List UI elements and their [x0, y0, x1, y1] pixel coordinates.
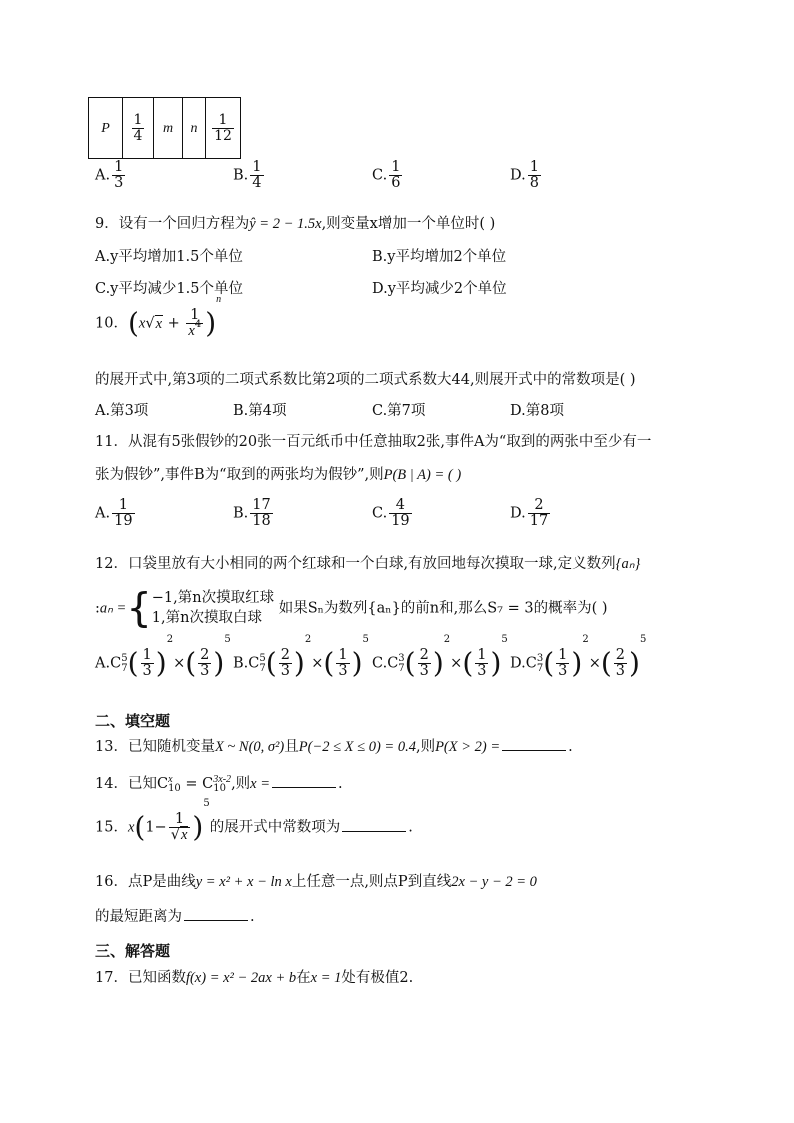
q12-opt-label: D.	[510, 655, 526, 672]
q11-option-a	[95, 498, 137, 529]
table-c1-num: 1	[133, 111, 143, 128]
q14-end: .	[338, 776, 343, 792]
q13-formula3: P(X > 2) =	[435, 739, 501, 755]
q10-x: x	[138, 315, 146, 332]
q11-c-den: 19	[391, 513, 410, 530]
q12-def-pre: :	[95, 600, 100, 617]
table-c3: n	[190, 120, 198, 136]
q14-eq: =	[185, 776, 198, 792]
q12-opt-rparen2: )	[490, 646, 502, 680]
q12-opt-c-sub: 7	[398, 662, 405, 674]
q12-opt-c: C	[525, 655, 537, 672]
q14-mid: ,则	[231, 776, 251, 792]
q15-post: 的展开式中常数项为	[209, 819, 341, 836]
q15-one-minus: 1−	[145, 819, 167, 836]
q14-c1: C	[156, 776, 169, 792]
q12-opt-f1-num: 2	[280, 647, 290, 663]
q12-cases	[152, 588, 274, 629]
q12-opt-f1-den: 3	[419, 663, 429, 680]
q12-opt-f1-num: 1	[558, 647, 568, 663]
q8-option-b	[233, 160, 266, 191]
q12-opt-f2-num: 1	[338, 647, 348, 663]
q12-opt-e1: 2	[582, 634, 589, 645]
q12-opt-f1-den: 3	[558, 663, 568, 680]
q9-option-d: D.y平均减少2个单位	[372, 281, 507, 297]
q16-line-eq: 2x − y − 2 = 0	[451, 874, 537, 890]
q11-b-den: 18	[252, 513, 271, 530]
q17-post: 处有极值2.	[341, 970, 414, 986]
q8-d-label: D.	[510, 167, 526, 184]
q16-answer-blank[interactable]	[184, 908, 248, 921]
probability-table	[88, 97, 241, 159]
q16-mid: 上任意一点,则点P到直线	[291, 874, 452, 890]
q8-d-num: 1	[529, 159, 539, 175]
q10-exponent: n	[216, 294, 222, 305]
q8-d-den: 8	[529, 175, 539, 192]
q12-opt-label: B.	[233, 655, 249, 672]
q11-b-label: B.	[233, 505, 249, 522]
q16-end: .	[250, 909, 255, 925]
q10-expression: 10．(x√x + $\frac{1}{x^4}$ )$^n$	[95, 294, 222, 340]
q10-frac-den-exp: 4	[194, 319, 202, 331]
q11-option-c	[372, 498, 414, 529]
q15-frac-den: x	[180, 827, 188, 844]
q12-opt-c-sup: 5	[259, 653, 266, 665]
q15: 15．x(1− $\frac{1}{√x}$ )$^5$的展开式中常数项为 .	[95, 798, 413, 844]
q9-option-b: B.y平均增加2个单位	[372, 249, 507, 265]
q8-option-a	[95, 160, 127, 191]
q11-option-d	[510, 498, 552, 529]
q12-an: aₙ =	[99, 600, 127, 617]
table-cell-1	[123, 98, 154, 159]
q10-sqrt-x: x	[155, 315, 163, 332]
q12-line2-post: 如果Sₙ为数列{aₙ}的前n和,那么S₇ = 3的概率为( )	[278, 600, 608, 617]
q12-option-a	[95, 634, 231, 680]
q12-opt-lparen: (	[127, 646, 139, 680]
q12-opt-label: C.	[372, 655, 388, 672]
q12-line1	[95, 552, 640, 573]
q8-option-d	[510, 160, 543, 191]
q8-b-den: 4	[252, 175, 262, 192]
q12-opt-c-sub: 7	[536, 662, 544, 674]
q11-a-num: 1	[112, 498, 134, 514]
q10-plus: +	[167, 315, 180, 332]
q12-opt-e1: 2	[443, 634, 451, 645]
q12-opt-times: ×	[588, 655, 601, 672]
q9-option-a: A.y平均增加1.5个单位	[95, 249, 243, 265]
q12-opt-c-sub: 7	[121, 662, 128, 674]
q12-opt-lparen: (	[265, 646, 277, 680]
q11-line2-pre: 张为假钞”,事件B为“取到的两张均为假钞”,则	[95, 467, 384, 483]
q8-b-num: 1	[252, 159, 262, 175]
q13-mid: 且	[284, 739, 299, 755]
q14-c2-sub: 10	[213, 783, 227, 794]
q12-option-b	[233, 634, 369, 680]
q17	[95, 966, 413, 987]
q16-curve: y = x² + x − ln x	[195, 874, 292, 890]
q14-c2: C	[202, 776, 214, 792]
q16-line2	[95, 905, 255, 926]
q10-frac-num: 1	[186, 308, 203, 324]
q17-condition: x = 1	[310, 970, 342, 986]
table-c4-num: 1	[212, 113, 234, 129]
q15-exponent: 5	[203, 798, 210, 809]
q11-option-b	[233, 498, 275, 529]
q12-opt-times: ×	[311, 655, 324, 672]
q12-opt-c-sup: 3	[536, 653, 544, 665]
q12-opt-rparen: )	[432, 646, 444, 680]
q12-opt-c-sup: 5	[121, 653, 128, 665]
q8-a-num: 1	[114, 159, 124, 175]
q12-opt-c: C	[387, 655, 399, 672]
q12-opt-f1-den: 3	[142, 663, 152, 680]
q12-opt-lparen2: (	[323, 646, 335, 680]
q12-opt-label: A.	[95, 655, 111, 672]
q17-function: f(x) = x² − 2ax + b	[185, 970, 297, 986]
q17-mid: 在	[296, 970, 311, 986]
q14-c1-sup: x	[168, 773, 173, 785]
q12-opt-f2-den: 3	[200, 663, 210, 680]
q15-answer-blank[interactable]	[342, 819, 406, 832]
q12-opt-lparen2: (	[462, 646, 474, 680]
q10-right-paren: )	[205, 306, 217, 340]
q10-option-d: D.第8项	[510, 403, 564, 419]
table-c1-den: 4	[133, 127, 143, 144]
q10-line2: 的展开式中,第3项的二项式系数比第2项的二项式系数大44,则展开式中的常数项是( )	[95, 372, 636, 388]
q13-end: .	[568, 739, 573, 755]
table-cell-3	[183, 98, 206, 159]
q12-opt-rparen: )	[155, 646, 167, 680]
q15-left-paren: (	[134, 810, 146, 844]
q12-opt-f1-num: 2	[419, 647, 429, 663]
q10-frac-den: x	[188, 323, 195, 340]
q12-opt-f1-den: 3	[280, 663, 290, 680]
table-row-label: P	[101, 120, 110, 136]
q10-option-a: A.第3项	[95, 403, 149, 419]
section-fill-in-heading: 二、填空题	[95, 712, 171, 730]
q12-opt-c: C	[110, 655, 122, 672]
q14-c1-sub: 10	[168, 783, 181, 794]
q11-b-num: 17	[252, 497, 271, 513]
q12-opt-f2-den: 3	[477, 663, 487, 680]
q13-formula2: P(−2 ≤ X ≤ 0) = 0.4	[298, 739, 416, 755]
q12-opt-c: C	[248, 655, 260, 672]
q10-option-c: C.第7项	[372, 403, 426, 419]
q8-option-c	[372, 160, 404, 191]
q9-stem-pre: 9．设有一个回归方程为	[95, 216, 250, 232]
q12-opt-f1-num: 1	[142, 647, 152, 663]
q8-a-label: A.	[95, 167, 111, 184]
q12-opt-times: ×	[450, 655, 463, 672]
q11-line2	[95, 463, 461, 484]
q14-c2-sup: 3x-2	[213, 773, 232, 785]
q17-pre: 17．已知函数	[95, 970, 186, 986]
q14-x: x =	[250, 776, 271, 792]
q8-a-den: 3	[114, 175, 124, 192]
q9-option-c: C.y平均减少1.5个单位	[95, 281, 243, 297]
q16-line2-text: 的最短距离为	[95, 909, 182, 925]
q12-opt-rparen: )	[293, 646, 305, 680]
q14-pre: 14．已知	[95, 776, 157, 792]
q12-opt-lparen2: (	[600, 646, 612, 680]
q12-opt-lparen: (	[543, 646, 555, 680]
q12-opt-e2: 5	[224, 634, 231, 645]
q12-opt-f2-den: 3	[338, 663, 348, 680]
q11-formula: P(B | A) = ( )	[383, 467, 462, 483]
q11-a-label: A.	[95, 505, 111, 522]
q12-opt-rparen2: )	[213, 646, 225, 680]
q12-opt-e1: 2	[304, 634, 312, 645]
q12-opt-e2: 5	[362, 634, 369, 645]
q8-c-den: 6	[391, 175, 401, 192]
q14-answer-blank[interactable]	[272, 775, 336, 788]
q15-x: x	[127, 819, 135, 836]
q13-formula1: X ~ N(0, σ²)	[214, 739, 285, 755]
q12-option-c	[372, 634, 508, 680]
table-cell-4	[206, 98, 241, 159]
q13	[95, 735, 573, 756]
q13-pre: 13．已知随机变量	[95, 739, 215, 755]
q12-opt-rparen2: )	[351, 646, 363, 680]
q12-opt-e2: 5	[639, 634, 647, 645]
q11-d-den: 17	[529, 513, 549, 530]
q10-left-paren: (	[127, 306, 139, 340]
q12-opt-f2-num: 1	[477, 647, 487, 663]
q10-number: 10．	[95, 315, 128, 332]
q11-a-den: 19	[114, 513, 133, 530]
q15-number: 15．	[95, 819, 128, 836]
q15-right-paren: )	[192, 810, 204, 844]
q8-b-label: B.	[233, 167, 249, 184]
q12-definition	[95, 585, 608, 632]
q12-opt-lparen2: (	[185, 646, 197, 680]
q12-opt-times: ×	[173, 655, 186, 672]
q16-pre: 16．点P是曲线	[95, 874, 196, 890]
q12-opt-rparen: )	[571, 646, 583, 680]
q12-opt-f2-num: 2	[200, 647, 210, 663]
q8-c-num: 1	[391, 159, 401, 175]
q12-opt-f2-num: 2	[615, 647, 626, 663]
q15-end: .	[408, 819, 413, 836]
q14	[95, 772, 343, 794]
q12-opt-lparen: (	[404, 646, 416, 680]
q12-line1-text: 12．口袋里放有大小相同的两个红球和一个白球,有放回地每次摸取一球,定义数列	[95, 556, 616, 572]
q12-option-d	[510, 634, 647, 680]
q11-c-label: C.	[372, 505, 388, 522]
q13-mid2: ,则	[415, 739, 436, 755]
q15-frac-num: 1	[169, 812, 191, 828]
q13-answer-blank[interactable]	[502, 738, 566, 751]
q12-case2: 1,第n次摸取白球	[151, 610, 262, 627]
q12-opt-e1: 2	[166, 634, 174, 645]
q12-brace: {	[126, 585, 152, 632]
q9-stem-post: ,则变量x增加一个单位时( )	[321, 216, 496, 232]
table-c2: m	[162, 120, 174, 136]
q16-line1	[95, 870, 537, 891]
q10-option-b: B.第4项	[233, 403, 287, 419]
table-c4-den: 12	[214, 127, 232, 144]
table-cell-label	[89, 98, 123, 159]
section-solution-heading: 三、解答题	[95, 942, 171, 960]
q11-d-label: D.	[510, 505, 526, 522]
q9-formula: ŷ = 2 − 1.5x	[249, 216, 322, 232]
table-cell-2	[154, 98, 183, 159]
q12-case1: −1,第n次摸取红球	[151, 590, 275, 606]
q12-opt-c-sub: 7	[259, 662, 266, 674]
q12-opt-rparen2: )	[629, 646, 640, 680]
q11-line1: 11．从混有5张假钞的20张一百元纸币中任意抽取2张,事件A为“取到的两张中至少有一	[95, 434, 652, 450]
q12-opt-c-sup: 3	[398, 653, 405, 665]
q9-stem	[95, 212, 495, 233]
q12-opt-f2-den: 3	[615, 663, 626, 680]
q12-seq: {aₙ}	[615, 556, 641, 572]
q11-c-num: 4	[389, 498, 411, 514]
q12-opt-e2: 5	[501, 634, 508, 645]
q8-c-label: C.	[372, 167, 388, 184]
q11-d-num: 2	[528, 498, 550, 514]
